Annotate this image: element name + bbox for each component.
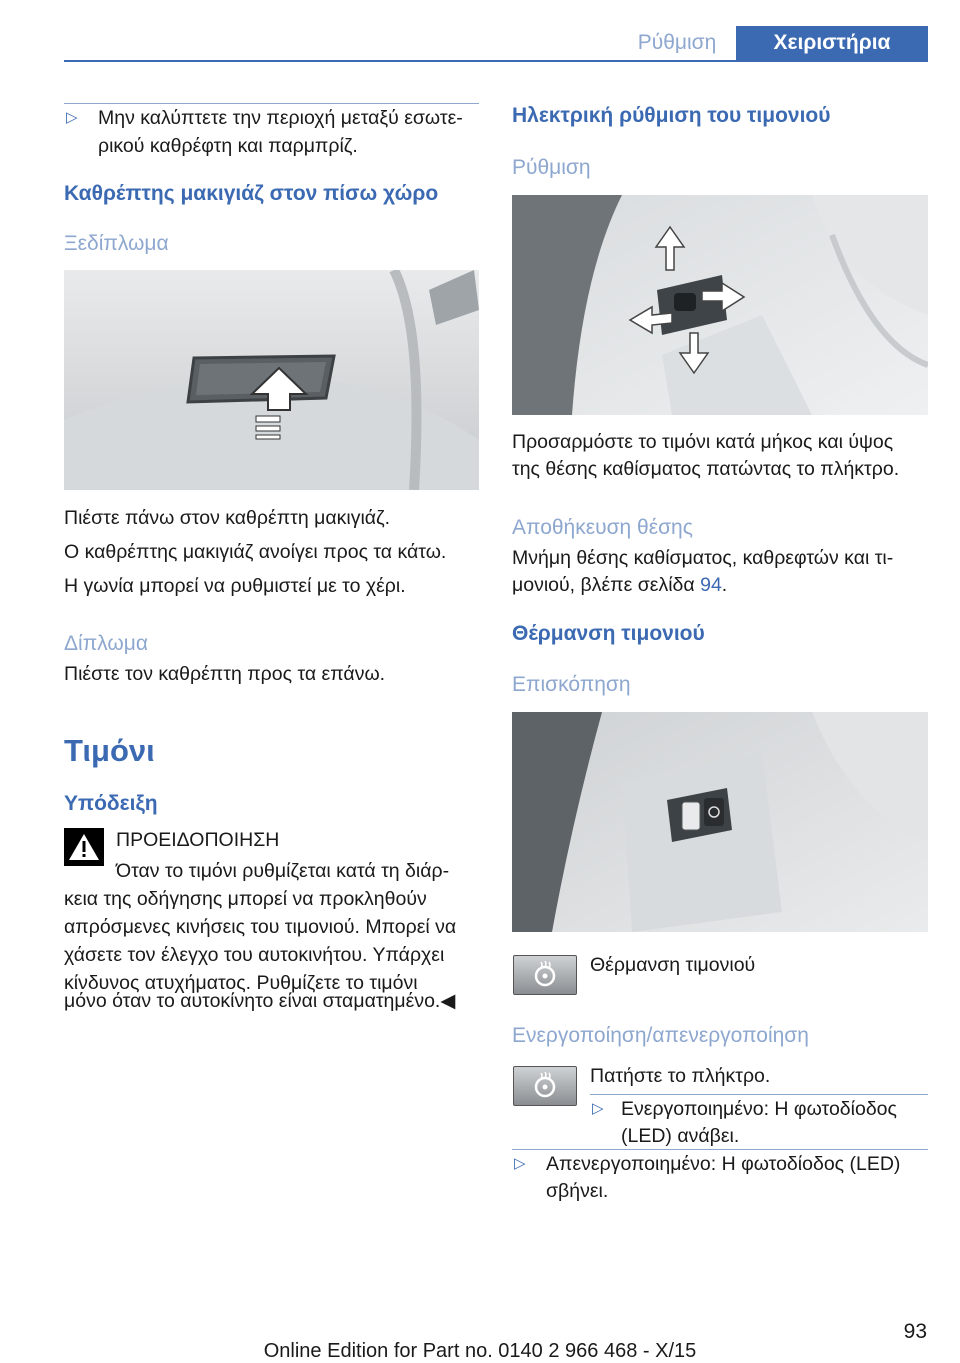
header-chapter-tab[interactable]: Χειριστήρια: [736, 26, 928, 60]
heated-steering-button-icon[interactable]: [513, 1066, 577, 1106]
warning-line-2: κεια της οδήγησης μπορεί να προκληθούν: [64, 888, 427, 910]
fold-text: Πιέστε τον καθρέπτη προς τα επάνω.: [64, 663, 386, 685]
steering-wheel-title: Τιμόνι: [64, 733, 155, 768]
adjust-line-2: της θέσης καθίσματος πατώντας το πλήκτρο.: [512, 458, 900, 480]
deactivated-line-2: σβήνει.: [546, 1180, 609, 1202]
warning-line-3: απρόσμενες κινήσεις του τιμονιού. Μπορεί να: [64, 916, 457, 938]
electric-adjust-heading: Ηλεκτρική ρύθμιση του τιμονιού: [512, 104, 831, 127]
warning-line-6: μόνο όταν το αυτοκίνητο είναι σταματημένο.◀: [64, 990, 456, 1012]
memory-line-2: [512, 571, 727, 599]
onoff-heading: Ενεργοποίηση/απενεργοποίηση: [512, 1024, 809, 1047]
bullet-text-line-1: Μην καλύπτετε την περιοχή μεταξύ εσωτε-: [98, 107, 463, 129]
press-button-text: Πατήστε το πλήκτρο.: [590, 1065, 771, 1087]
heated-steering-wheel-icon: [513, 955, 577, 995]
page-number: 93: [903, 1320, 927, 1343]
deactivated-line-1: Απενεργοποιημένο: Η φωτοδίοδος (LED): [546, 1153, 901, 1175]
heating-icon-label: Θέρμανση τιμονιού: [590, 954, 756, 976]
memory-line-1: Μνήμη θέσης καθίσματος, καθρεφτών και τι-: [512, 547, 894, 569]
steering-heating-photo: [512, 712, 928, 932]
warning-line-4: χάσετε τον έλεγχο του αυτοκινήτου. Υπάρχει: [64, 944, 445, 966]
bullet-triangle-icon: ▷: [514, 1155, 526, 1172]
activated-line-2: (LED) ανάβει.: [621, 1125, 740, 1147]
unfold-line-2: Ο καθρέπτης μακιγιάζ ανοίγει προς τα κάτω.: [64, 541, 447, 563]
note-heading: Υπόδειξη: [64, 792, 158, 815]
warning-icon: [64, 828, 104, 866]
warning-line-1: Όταν το τιμόνι ρυθμίζεται κατά τη διάρ-: [116, 860, 450, 882]
steering-adjust-photo: [512, 195, 928, 415]
adjust-line-1: Προσαρμόστε το τιμόνι κατά μήκος και ύψος: [512, 431, 894, 453]
edition-footer: Online Edition for Part no. 0140 2 966 468 - X/15: [263, 1340, 697, 1362]
bullet-text-line-2: ρικού καθρέφτη και παρμπρίζ.: [98, 135, 358, 157]
vanity-mirror-heading: Καθρέπτης μακιγιάζ στον πίσω χώρο: [64, 182, 439, 205]
warning-title: ΠΡΟΕΙΔΟΠΟΙΗΣΗ: [116, 829, 280, 851]
adjust-heading: Ρύθμιση: [512, 156, 591, 179]
activated-line-1: Ενεργοποιημένο: Η φωτοδίοδος: [621, 1098, 897, 1120]
bullet-triangle-icon: ▷: [66, 109, 78, 126]
bullet-triangle-icon: ▷: [592, 1100, 604, 1117]
memory-line-2-end: .: [721, 574, 728, 596]
overview-heading: Επισκόπηση: [512, 673, 631, 696]
memory-page-link[interactable]: 94: [700, 574, 722, 596]
vanity-mirror-photo: [64, 270, 479, 490]
memory-line-2-text: μονιού, βλέπε σελίδα: [512, 574, 701, 596]
unfold-heading: Ξεδίπλωμα: [64, 232, 169, 255]
heating-heading: Θέρμανση τιμονιού: [512, 622, 705, 645]
memory-heading: Αποθήκευση θέσης: [512, 516, 693, 539]
header-section-tab[interactable]: Ρύθμιση: [637, 31, 717, 54]
header-rule: [64, 60, 928, 62]
warning-line-5: κίνδυνος ατυχήματος. Ρυθμίζετε το τιμόνι: [64, 972, 418, 994]
fold-heading: Δίπλωμα: [64, 632, 148, 655]
unfold-line-1: Πιέστε πάνω στον καθρέπτη μακιγιάζ.: [64, 507, 391, 529]
unfold-line-3: Η γωνία μπορεί να ρυθμιστεί με το χέρι.: [64, 575, 406, 597]
